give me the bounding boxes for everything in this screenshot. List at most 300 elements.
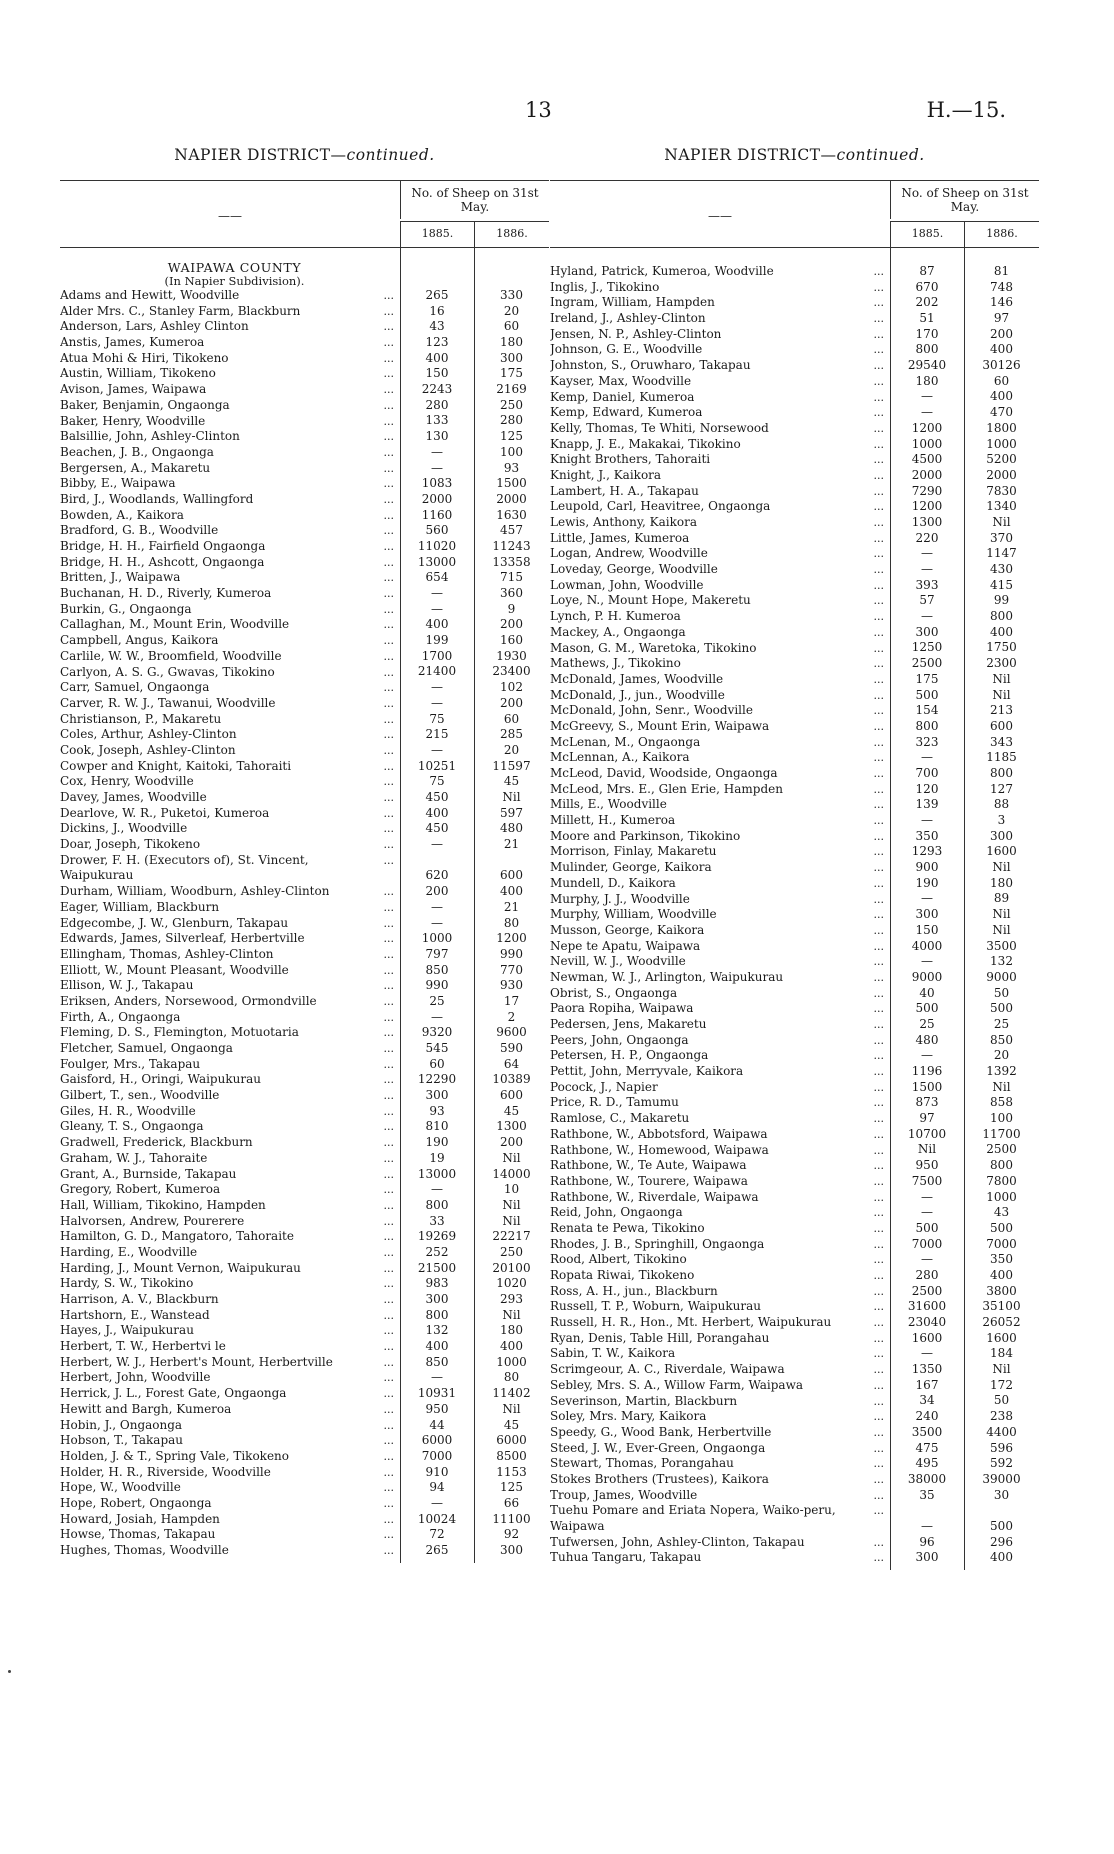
sheep-1886: 330 xyxy=(500,287,523,302)
sheep-1885: 475 xyxy=(915,1440,939,1455)
table-row xyxy=(60,978,549,994)
sheep-1885: 19269 xyxy=(417,1229,457,1244)
owner-cell xyxy=(550,656,890,672)
owner-name: Dearlove, W. R., Puketoi, Kumeroa xyxy=(60,805,270,820)
sheep-1885: 1350 xyxy=(911,1362,943,1377)
owner-name: Knight, J., Kaikora xyxy=(550,467,662,482)
owner-name: Rathbone, W., Abbotsford, Waipawa xyxy=(550,1126,768,1141)
owner-name: Soley, Mrs. Mary, Kaikora xyxy=(550,1409,707,1424)
column-title-text: NAPIER DISTRICT— xyxy=(174,146,347,164)
owner-name: Foulger, Mrs., Takapau xyxy=(60,1056,201,1071)
sheep-1886: 293 xyxy=(500,1292,523,1306)
leader-dots: ... xyxy=(383,1293,394,1307)
sheep-1886: 800 xyxy=(990,765,1013,780)
leader-dots: ... xyxy=(383,994,394,1008)
sheep-1885: 21400 xyxy=(417,664,457,679)
table-row xyxy=(550,1111,1039,1127)
table-row xyxy=(550,593,1039,609)
sheep-1885: 2000 xyxy=(421,491,453,506)
leader-dots: ... xyxy=(873,955,884,969)
owner-cell xyxy=(60,1386,400,1402)
table-row xyxy=(60,1198,549,1214)
owner-name: Hardy, S. W., Tikokino xyxy=(60,1276,194,1291)
table-row xyxy=(550,641,1039,657)
sheep-1886: 200 xyxy=(500,617,523,632)
table-row xyxy=(550,1394,1039,1410)
owner-name: Hope, Robert, Ongaonga xyxy=(60,1495,212,1510)
owner-cell xyxy=(60,508,400,524)
owner-name: Burkin, G., Ongaonga xyxy=(60,601,192,616)
sheep-1886: 1750 xyxy=(986,640,1017,655)
owner-cell xyxy=(60,1198,400,1214)
owner-cell xyxy=(60,382,400,398)
sheep-1885: 480 xyxy=(915,1032,939,1047)
owner-name: Herbert, T. W., Herbertvi le xyxy=(60,1339,226,1354)
owner-cell xyxy=(550,593,890,609)
owner-name: Anstis, James, Kumeroa xyxy=(60,335,205,350)
sheep-1885: 170 xyxy=(915,326,939,341)
sheep-1885: 190 xyxy=(915,875,939,890)
leader-dots: ... xyxy=(873,641,884,655)
sheep-1885: 252 xyxy=(425,1244,449,1259)
owner-name: Balsillie, John, Ashley-Clinton xyxy=(60,429,240,444)
sheep-1885: 1500 xyxy=(911,1079,943,1094)
owner-name: Obrist, S., Ongaonga xyxy=(550,985,678,1000)
sheep-1886: 400 xyxy=(990,342,1013,357)
table-row xyxy=(550,766,1039,782)
owner-name: Eriksen, Anders, Norsewood, Ormondville xyxy=(60,993,317,1008)
sheep-1885: 797 xyxy=(425,946,449,961)
leader-dots: ... xyxy=(873,468,884,482)
sheep-1885: — xyxy=(921,546,933,561)
table-header xyxy=(550,180,1039,248)
owner-cell xyxy=(550,876,890,892)
sheep-1886: 50 xyxy=(993,1393,1010,1408)
table-row xyxy=(60,1527,549,1543)
owner-cell xyxy=(60,523,400,539)
sheep-1886: 715 xyxy=(500,570,523,585)
table-row xyxy=(550,1221,1039,1237)
table-row xyxy=(550,1017,1039,1033)
owner-cell xyxy=(60,602,400,618)
sheep-1886: 10 xyxy=(503,1182,520,1197)
sheep-1886: 300 xyxy=(990,828,1013,843)
table-row xyxy=(60,1025,549,1041)
sheep-1886: 2000 xyxy=(986,467,1017,482)
leader-dots: ... xyxy=(383,1528,394,1542)
sheep-1885: 983 xyxy=(425,1276,449,1291)
owner-name: Baker, Henry, Woodville xyxy=(60,413,206,428)
table-row xyxy=(550,546,1039,562)
table-row xyxy=(60,743,549,759)
owner-name: Ross, A. H., jun., Blackburn xyxy=(550,1283,718,1298)
owner-name: Hewitt and Bargh, Kumeroa xyxy=(60,1401,232,1416)
owner-name: Dickins, J., Woodville xyxy=(60,821,188,836)
owner-name: Giles, H. R., Woodville xyxy=(60,1103,196,1118)
leader-dots: ... xyxy=(383,1261,394,1275)
table-row xyxy=(550,1143,1039,1159)
sheep-1886: 200 xyxy=(990,326,1013,341)
owner-name: Murphy, William, Woodville xyxy=(550,907,717,922)
sheep-1885: 2500 xyxy=(911,656,943,671)
owner-name: Austin, William, Tikokeno xyxy=(60,366,216,381)
table-row xyxy=(550,923,1039,939)
owner-name: Bibby, E., Waipawa xyxy=(60,476,176,491)
sheep-1885: — xyxy=(921,813,933,828)
sheep-1886: 250 xyxy=(500,397,523,412)
table-row xyxy=(550,829,1039,845)
owner-cell xyxy=(60,1010,400,1026)
sheep-1886: Nil xyxy=(502,1401,521,1416)
sheep-1885: 500 xyxy=(915,1001,939,1016)
table-row xyxy=(60,539,549,555)
owner-name: Bowden, A., Kaikora xyxy=(60,507,184,522)
owner-cell xyxy=(550,907,890,923)
leader-dots: ... xyxy=(383,571,394,585)
owner-name: McLennan, A., Kaikora xyxy=(550,750,690,765)
sheep-1885: 75 xyxy=(429,774,445,789)
leader-dots: ... xyxy=(873,312,884,326)
sheep-1886: 600 xyxy=(500,868,523,883)
column-title xyxy=(550,146,1039,180)
table-row xyxy=(550,813,1039,829)
table-row xyxy=(60,366,549,382)
sheep-1885: 670 xyxy=(915,279,939,294)
leader-dots: ... xyxy=(383,383,394,397)
owner-cell xyxy=(60,1135,400,1151)
leader-dots: ... xyxy=(873,939,884,953)
header-year-1886: 1886. xyxy=(964,221,1039,247)
owner-cell xyxy=(60,1167,400,1183)
leader-dots: ... xyxy=(873,390,884,404)
sheep-1885: 23040 xyxy=(907,1315,947,1330)
leader-dots: ... xyxy=(383,1057,394,1071)
owner-cell xyxy=(60,806,400,822)
leader-dots: ... xyxy=(383,1151,394,1165)
table-row xyxy=(60,759,549,775)
owner-name: Gilbert, T., sen., Woodville xyxy=(60,1088,220,1103)
sheep-1886: 100 xyxy=(500,444,523,459)
owner-name: Christianson, P., Makaretu xyxy=(60,711,222,726)
owner-cell xyxy=(550,1346,890,1362)
owner-cell xyxy=(60,884,400,900)
sheep-1885: 300 xyxy=(915,624,939,639)
leader-dots: ... xyxy=(873,296,884,310)
table-row xyxy=(60,1261,549,1277)
sheep-1885: 800 xyxy=(425,1197,449,1212)
leader-dots: ... xyxy=(383,461,394,475)
owner-cell xyxy=(60,1261,400,1277)
leader-dots: ... xyxy=(383,1449,394,1463)
sheep-1886: Nil xyxy=(502,1213,521,1228)
owner-name: Avison, James, Waipawa xyxy=(60,382,207,397)
owner-name: Anderson, Lars, Ashley Clinton xyxy=(60,319,249,334)
owner-name: Knapp, J. E., Makakai, Tikokino xyxy=(550,436,741,451)
sheep-1886: Nil xyxy=(502,789,521,804)
sheep-1886: 20 xyxy=(503,742,520,757)
header-sheep-count: No. of Sheep on 31st May. xyxy=(890,181,1039,219)
leader-dots: ... xyxy=(873,1472,884,1486)
leader-dots: ... xyxy=(383,728,394,742)
owner-cell xyxy=(550,923,890,939)
sheep-1885: 800 xyxy=(425,1307,449,1322)
sheep-1886: 66 xyxy=(503,1495,520,1510)
sheep-1886: 35100 xyxy=(982,1299,1021,1314)
owner-cell xyxy=(60,994,400,1010)
leader-dots: ... xyxy=(383,1183,394,1197)
sheep-1886: 60 xyxy=(993,373,1010,388)
table-row xyxy=(60,1402,549,1418)
sheep-1886: 92 xyxy=(503,1527,520,1542)
sheep-1885: 13000 xyxy=(417,554,457,569)
leader-dots: ... xyxy=(383,304,394,318)
owner-cell xyxy=(550,1174,890,1190)
table-body xyxy=(60,248,549,1559)
sheep-1885: 1600 xyxy=(911,1330,943,1345)
leader-dots: ... xyxy=(383,1198,394,1212)
owner-cell xyxy=(60,1308,400,1324)
sheep-1886: 1200 xyxy=(496,931,527,946)
owner-cell xyxy=(550,515,890,531)
table-row xyxy=(60,1167,549,1183)
table-row xyxy=(60,335,549,351)
owner-name: Hyland, Patrick, Kumeroa, Woodville xyxy=(550,264,774,278)
owner-name: McGreevy, S., Mount Erin, Waipawa xyxy=(550,718,770,733)
sheep-1885: 150 xyxy=(425,366,449,381)
owner-cell xyxy=(60,1292,400,1308)
owner-name: Doar, Joseph, Tikokeno xyxy=(60,837,201,852)
leader-dots: ... xyxy=(873,563,884,577)
owner-cell xyxy=(60,398,400,414)
owner-name: Steed, J. W., Ever-Green, Ongaonga xyxy=(550,1440,766,1455)
owner-name: Lynch, P. H. Kumeroa xyxy=(550,609,681,624)
table-row xyxy=(550,562,1039,578)
table-row xyxy=(60,1449,549,1465)
owner-cell xyxy=(60,1370,400,1386)
table-row xyxy=(60,1214,549,1230)
owner-cell xyxy=(550,1048,890,1064)
owner-cell xyxy=(550,813,890,829)
table-row xyxy=(550,1268,1039,1284)
sheep-1886: 45 xyxy=(503,1103,520,1118)
owner-name: Herrick, J. L., Forest Gate, Ongaonga xyxy=(60,1386,287,1401)
owner-cell xyxy=(550,1409,890,1425)
sheep-1885: 620 xyxy=(425,868,449,883)
owner-name: McLenan, M., Ongaonga xyxy=(550,734,701,749)
owner-cell xyxy=(60,1057,400,1073)
sheep-1885: — xyxy=(921,954,933,969)
owner-name: Bridge, H. H., Fairfield Ongaonga xyxy=(60,539,266,553)
leader-dots: ... xyxy=(873,625,884,639)
table-row xyxy=(60,931,549,947)
sheep-1885: 450 xyxy=(425,821,449,836)
table-row xyxy=(550,311,1039,327)
owner-cell xyxy=(60,696,400,712)
sheep-1885: 9000 xyxy=(911,969,943,984)
sheep-1886: 184 xyxy=(990,1346,1013,1361)
leader-dots: ... xyxy=(873,1002,884,1016)
leader-dots: ... xyxy=(383,492,394,506)
sheep-1886: 1930 xyxy=(496,648,527,663)
table-row xyxy=(60,1496,549,1512)
sheep-1885: 300 xyxy=(915,907,939,922)
table-row xyxy=(60,1433,549,1449)
sheep-1885: 220 xyxy=(915,530,939,545)
sheep-1886: 11243 xyxy=(492,538,531,553)
owner-name: Mason, G. M., Waretoka, Tikokino xyxy=(550,640,757,655)
table-row xyxy=(550,295,1039,311)
owner-name: Howard, Josiah, Hampden xyxy=(60,1511,220,1526)
owner-cell xyxy=(550,782,890,798)
owner-cell xyxy=(550,374,890,390)
sheep-1886: 20 xyxy=(993,1048,1010,1063)
sheep-1886: 21 xyxy=(503,837,520,852)
table-row xyxy=(60,492,549,508)
owner-name: Loye, N., Mount Hope, Makeretu xyxy=(550,593,751,608)
owner-cell xyxy=(60,319,400,335)
sheep-1885: 13000 xyxy=(417,1166,457,1181)
owner-cell xyxy=(60,1527,400,1543)
leader-dots: ... xyxy=(383,665,394,679)
sheep-1886: 1600 xyxy=(986,1330,1017,1345)
sheep-1886: Nil xyxy=(992,860,1011,875)
sheep-1886: Nil xyxy=(502,1197,521,1212)
leader-dots: ... xyxy=(383,634,394,648)
owner-cell xyxy=(60,1433,400,1449)
leader-dots: ... xyxy=(873,719,884,733)
owner-cell xyxy=(550,1315,890,1331)
owner-cell xyxy=(550,1111,890,1127)
leader-dots: ... xyxy=(383,775,394,789)
leader-dots: ... xyxy=(873,986,884,1000)
sheep-1886: 7000 xyxy=(986,1236,1017,1251)
table-row xyxy=(550,374,1039,390)
sheep-1885: — xyxy=(921,1205,933,1220)
sheep-1886: Nil xyxy=(992,514,1011,529)
owner-name: Hall, William, Tikokino, Hampden xyxy=(60,1197,266,1212)
owner-name: Cook, Joseph, Ashley-Clinton xyxy=(60,742,236,757)
sheep-1886: 930 xyxy=(500,978,523,993)
sheep-1886: 990 xyxy=(500,946,523,961)
sheep-1886: 45 xyxy=(503,1417,520,1432)
sheep-1886: 800 xyxy=(990,1158,1013,1173)
sheep-1886: 9600 xyxy=(496,1025,527,1040)
left-column xyxy=(60,146,549,1559)
header-year-1885: 1885. xyxy=(400,221,474,247)
sheep-1885: 4000 xyxy=(911,938,943,953)
owner-name: Fleming, D. S., Flemington, Motuotaria xyxy=(60,1025,299,1040)
table-row xyxy=(550,264,1039,280)
sheep-1886: 430 xyxy=(990,562,1013,577)
sheep-1886: 125 xyxy=(500,429,523,444)
owner-name: Nepe te Apatu, Waipawa xyxy=(550,938,701,953)
sheep-1886: 500 xyxy=(990,1519,1013,1533)
owner-cell xyxy=(550,954,890,970)
sheep-1886: 590 xyxy=(500,1041,523,1055)
owner-name: Severinson, Martin, Blackburn xyxy=(550,1393,738,1408)
owner-cell xyxy=(60,1512,400,1528)
leader-dots: ... xyxy=(873,421,884,435)
leader-dots: ... xyxy=(383,289,394,302)
owner-cell xyxy=(60,790,400,806)
owner-cell xyxy=(60,492,400,508)
sheep-1886: 1392 xyxy=(986,1064,1017,1079)
table-row xyxy=(60,821,549,837)
leader-dots: ... xyxy=(383,618,394,632)
owner-cell xyxy=(60,900,400,916)
sheep-1885: 40 xyxy=(919,985,935,1000)
sheep-1885: 300 xyxy=(425,1292,449,1306)
table-row xyxy=(60,1370,549,1386)
table-row xyxy=(60,1355,549,1371)
table-row xyxy=(60,304,549,320)
owner-name: Bradford, G. B., Woodville xyxy=(60,523,219,538)
sheep-1886: 1020 xyxy=(496,1276,527,1291)
owner-cell xyxy=(550,609,890,625)
sheep-1886: 99 xyxy=(993,593,1010,608)
owner-name: Pedersen, Jens, Makaretu xyxy=(550,1017,707,1031)
owner-name: Leupold, Carl, Heavitree, Ongaonga xyxy=(550,499,771,514)
table-row xyxy=(60,586,549,602)
column-title-text: NAPIER DISTRICT— xyxy=(664,146,837,164)
owner-cell xyxy=(60,1245,400,1261)
leader-dots: ... xyxy=(873,782,884,796)
owner-cell xyxy=(550,421,890,437)
sheep-1886: 88 xyxy=(993,797,1010,812)
sheep-1885: 31600 xyxy=(907,1299,947,1314)
owner-cell xyxy=(60,445,400,461)
sheep-1885: 393 xyxy=(915,577,939,592)
sheep-1886: 597 xyxy=(500,805,523,820)
table-row xyxy=(60,476,549,492)
table-header xyxy=(60,180,549,248)
sheep-1885: 120 xyxy=(915,781,939,796)
owner-cell xyxy=(550,499,890,515)
table-row xyxy=(60,712,549,728)
owner-name: Bridge, H. H., Ashcott, Ongaonga xyxy=(60,554,265,569)
table-row xyxy=(60,837,549,853)
sheep-1885: 87 xyxy=(919,263,935,278)
owner-cell xyxy=(550,1017,890,1033)
sheep-1885: — xyxy=(921,389,933,404)
table-row xyxy=(60,1543,549,1559)
sheep-1885: 150 xyxy=(915,922,939,937)
leader-dots: ... xyxy=(383,477,394,491)
table-row xyxy=(550,860,1039,876)
sheep-1886: 9 xyxy=(507,601,516,616)
owner-name: Pettit, John, Merryvale, Kaikora xyxy=(550,1064,744,1079)
sheep-1885: 500 xyxy=(915,687,939,702)
owner-cell xyxy=(550,1080,890,1096)
owner-name: Hayes, J., Waipukurau xyxy=(60,1323,194,1338)
owner-cell xyxy=(550,390,890,406)
sheep-1885: 700 xyxy=(915,765,939,780)
owner-name: McLeod, David, Woodside, Ongaonga xyxy=(550,766,778,780)
owner-cell xyxy=(60,1276,400,1292)
sheep-1885: — xyxy=(431,837,443,852)
sheep-1886: 400 xyxy=(990,624,1013,639)
sheep-1885: 800 xyxy=(915,342,939,357)
table-row xyxy=(60,633,549,649)
sheep-1885: 25 xyxy=(919,1016,935,1031)
table-row xyxy=(550,484,1039,500)
sheep-1886: 89 xyxy=(993,891,1010,906)
sheep-1885: 6000 xyxy=(421,1433,453,1448)
sheep-1885: 190 xyxy=(425,1135,449,1150)
sheep-1885: 133 xyxy=(425,413,449,428)
sheep-1886: 3 xyxy=(997,813,1006,828)
sheep-1885: 12290 xyxy=(417,1072,457,1087)
